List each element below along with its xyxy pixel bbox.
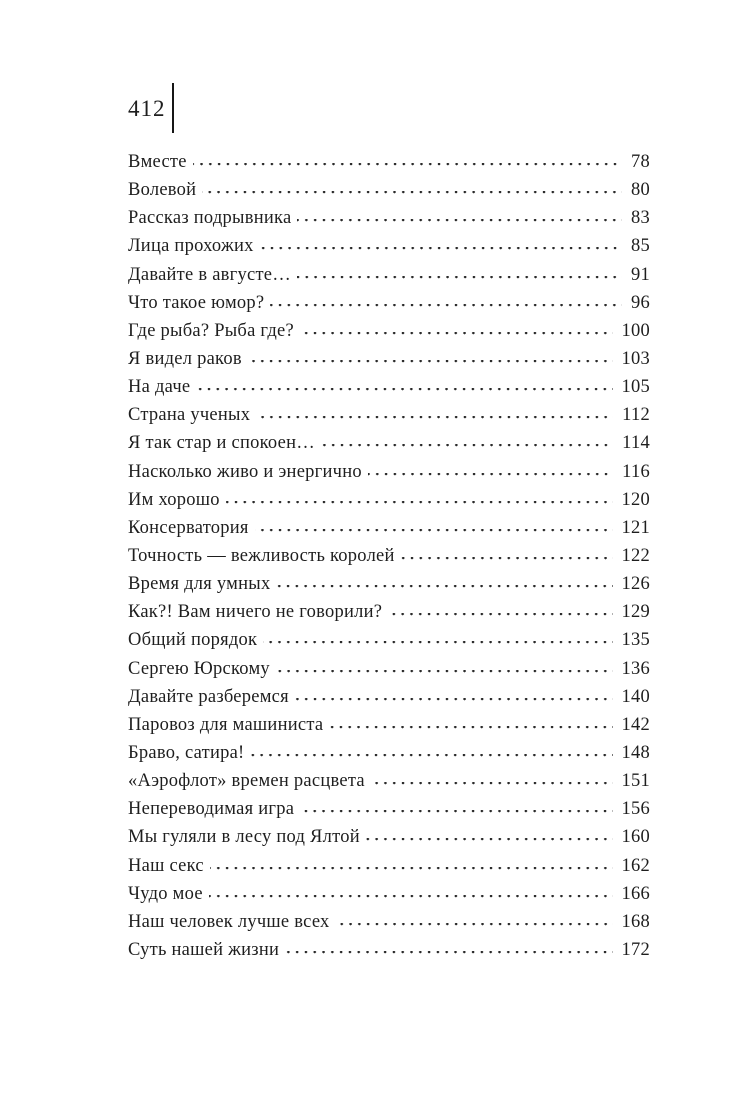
- toc-leader-dots: [276, 585, 612, 589]
- toc-leader-dots: [366, 838, 613, 842]
- toc-entry-title: Где рыба? Рыба где?: [128, 320, 294, 341]
- toc-leader-dots: [285, 951, 612, 955]
- toc-entry: [128, 884, 650, 912]
- toc-entry-title: Браво, сатира!: [128, 742, 245, 763]
- toc-entry-title: Консерватория: [128, 517, 249, 538]
- toc-leader-dots: [256, 416, 613, 420]
- page-header: [128, 83, 174, 133]
- toc-entry-page: 162: [621, 855, 650, 876]
- toc-entry-title: Наш секс: [128, 855, 204, 876]
- toc-entry-title: На даче: [128, 377, 191, 398]
- toc-leader-dots: [196, 388, 612, 392]
- toc-entry: [128, 321, 650, 349]
- toc-entry-page: 160: [621, 827, 650, 848]
- toc-entry-title: Вместе: [128, 152, 187, 172]
- toc-entry-title: Время для умных: [128, 574, 271, 595]
- toc-entry-page: 166: [621, 883, 650, 904]
- toc-entry: [128, 462, 650, 490]
- toc-entry: [128, 265, 650, 293]
- toc-entry-page: 172: [621, 939, 650, 960]
- toc-entry: [128, 518, 650, 546]
- toc-entry-page: 85: [631, 236, 650, 257]
- toc-leader-dots: [401, 557, 613, 561]
- toc-entry: [128, 433, 650, 461]
- toc-entry-page: 83: [631, 208, 650, 229]
- toc-entry-title: Как?! Вам ничего не говорили?: [128, 602, 383, 623]
- toc-entry-title: Суть нашей жизни: [128, 939, 280, 960]
- toc-entry-page: 126: [621, 574, 650, 595]
- toc-entry-page: 142: [621, 714, 650, 735]
- toc-leader-dots: [276, 670, 613, 674]
- toc-entry: [128, 827, 650, 855]
- toc-entry: [128, 602, 650, 630]
- toc-entry-page: 156: [621, 799, 650, 820]
- toc-leader-dots: [300, 332, 613, 336]
- toc-entry-page: 78: [631, 152, 650, 172]
- toc-entry-title: Непереводимая игра: [128, 799, 295, 820]
- toc-leader-dots: [329, 726, 612, 730]
- toc-entry: [128, 293, 650, 321]
- toc-entry-page: 122: [621, 545, 650, 566]
- toc-leader-dots: [270, 304, 622, 308]
- toc-entry-title: Я видел раков: [128, 348, 242, 369]
- toc-leader-dots: [300, 810, 612, 814]
- toc-entry-page: 136: [621, 658, 650, 679]
- toc-entry: [128, 687, 650, 715]
- toc-entry-page: 91: [631, 264, 650, 285]
- toc-entry-title: Им хорошо: [128, 489, 220, 510]
- toc-leader-dots: [321, 444, 613, 448]
- toc-entry: [128, 630, 650, 658]
- toc-leader-dots: [193, 163, 622, 167]
- toc-leader-dots: [371, 782, 613, 786]
- toc-entry: [128, 912, 650, 940]
- toc-entry-page: 114: [622, 433, 650, 454]
- toc-entry-title: «Аэрофлот» времен расцвета: [128, 771, 365, 792]
- toc-entry-page: 129: [621, 602, 650, 623]
- toc-entry-title: Давайте разберемся: [128, 686, 289, 707]
- toc-entry: [128, 743, 650, 771]
- toc-entry: [128, 208, 650, 236]
- toc-leader-dots: [260, 247, 622, 251]
- toc-leader-dots: [248, 360, 613, 364]
- toc-entry-page: 112: [622, 405, 650, 426]
- toc-leader-dots: [202, 191, 622, 195]
- toc-entry-page: 96: [631, 292, 650, 313]
- toc-entry-page: 140: [621, 686, 650, 707]
- toc-entry: [128, 574, 650, 602]
- toc-entry: [128, 236, 650, 264]
- toc-entry: [128, 152, 650, 180]
- toc-entry-title: Насколько живо и энергично: [128, 461, 362, 482]
- toc-entry-title: Рассказ подрывника: [128, 208, 292, 229]
- toc-entry: [128, 715, 650, 743]
- toc-entry-page: 116: [622, 461, 650, 482]
- toc-entry-title: Волевой: [128, 180, 197, 201]
- toc-entry: [128, 349, 650, 377]
- toc-entry-page: 80: [631, 180, 650, 201]
- toc-leader-dots: [250, 754, 612, 758]
- toc-entry: [128, 180, 650, 208]
- toc-entry: [128, 405, 650, 433]
- toc-entry-page: 168: [621, 911, 650, 932]
- toc-leader-dots: [297, 276, 622, 280]
- toc-entry: [128, 856, 650, 884]
- toc-entry-title: Общий порядок: [128, 630, 258, 651]
- toc-entry-title: Что такое юмор?: [128, 292, 265, 313]
- toc-entry: [128, 490, 650, 518]
- toc-entry-page: 121: [621, 517, 650, 538]
- toc-leader-dots: [297, 219, 622, 223]
- toc-entry-title: Давайте в августе…: [128, 264, 292, 285]
- header-rule-divider: [172, 83, 174, 133]
- toc-leader-dots: [336, 923, 613, 927]
- toc-leader-dots: [255, 529, 613, 533]
- toc-leader-dots: [295, 698, 613, 702]
- toc-entry-title: Я так стар и спокоен…: [128, 433, 315, 454]
- toc-entry: [128, 659, 650, 687]
- toc-entry: [128, 771, 650, 799]
- toc-leader-dots: [388, 613, 612, 617]
- toc-entry-title: Чудо мое: [128, 883, 203, 904]
- folio-number: 412: [128, 95, 166, 121]
- toc-entry-page: 135: [621, 630, 650, 651]
- toc-entry-page: 100: [621, 320, 650, 341]
- toc-entry-page: 120: [621, 489, 650, 510]
- toc-entry-title: Наш человек лучше всех: [128, 911, 330, 932]
- toc-entry: [128, 377, 650, 405]
- toc-entry-title: Страна ученых: [128, 405, 251, 426]
- toc-entry: [128, 799, 650, 827]
- toc-entry-page: 151: [621, 771, 650, 792]
- toc-entry-page: 148: [621, 742, 650, 763]
- toc-leader-dots: [226, 501, 613, 505]
- table-of-contents: [128, 152, 650, 968]
- toc-leader-dots: [368, 473, 613, 477]
- toc-entry: [128, 940, 650, 968]
- toc-leader-dots: [210, 867, 613, 871]
- toc-entry-title: Паровоз для машиниста: [128, 714, 324, 735]
- toc-entry-page: 105: [621, 377, 650, 398]
- toc-leader-dots: [263, 641, 612, 645]
- toc-entry-title: Сергею Юрскому: [128, 658, 270, 679]
- toc-entry: [128, 546, 650, 574]
- toc-entry-page: 103: [621, 348, 650, 369]
- toc-entry-title: Мы гуляли в лесу под Ялтой: [128, 827, 360, 848]
- toc-entry-title: Точность — вежливость королей: [128, 545, 395, 566]
- toc-entry-title: Лица прохожих: [128, 236, 254, 257]
- toc-leader-dots: [209, 895, 613, 899]
